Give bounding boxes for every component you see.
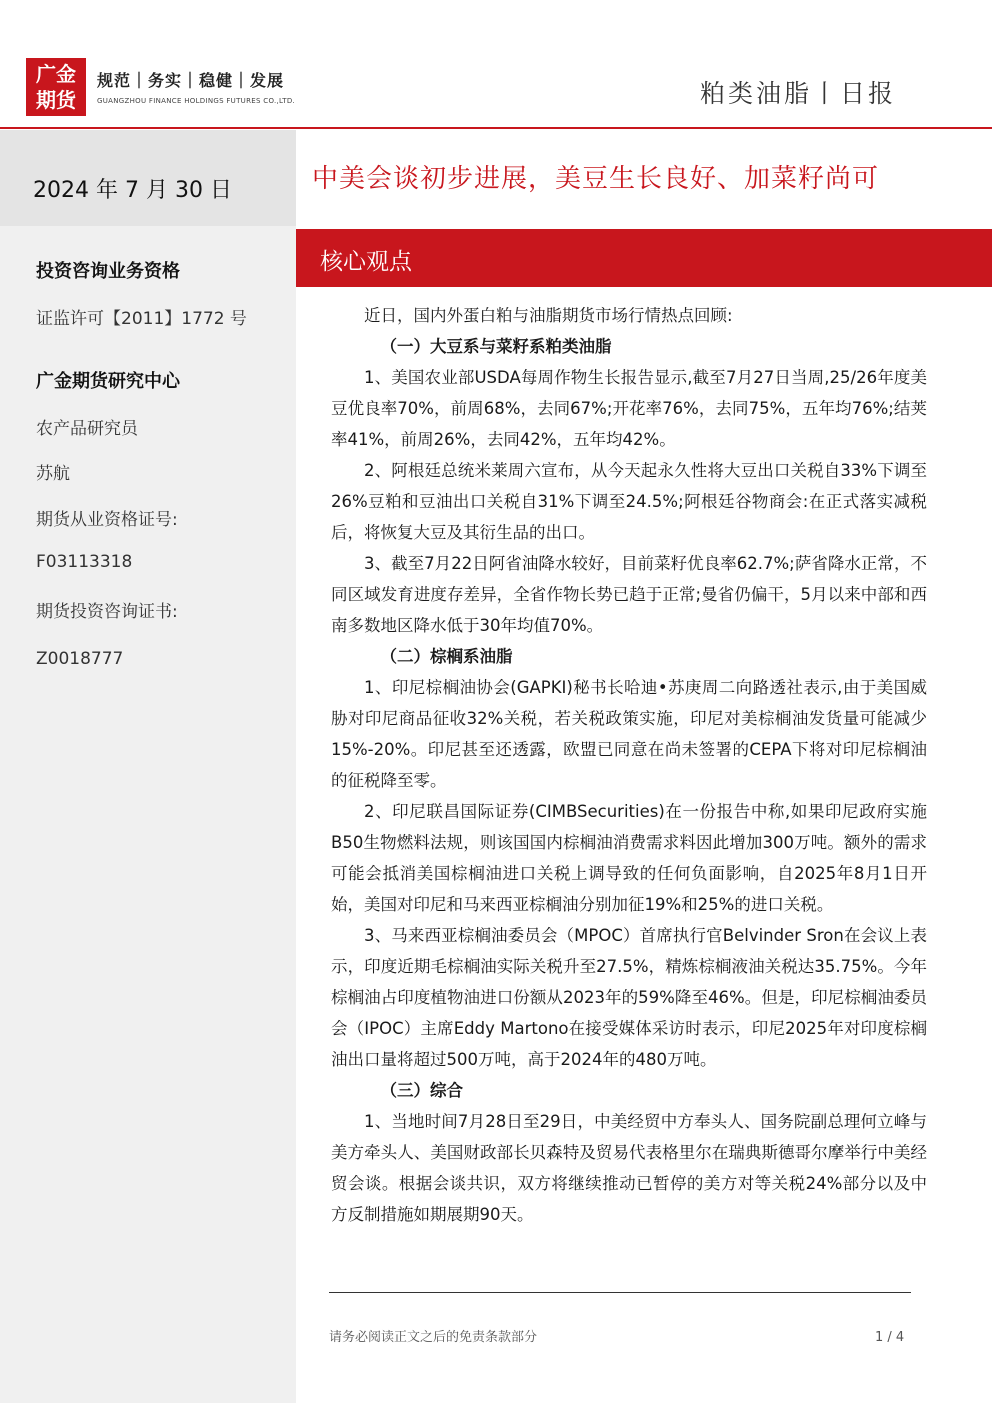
section-heading: （二）棕榈系油脂 [380,647,513,666]
body-paragraph: 2、印尼联昌国际证券(CIMBSecurities)在一份报告中称,如果印尼政府实施B50生物燃料法规，则该国国内棕榈油消费需求料因此增加300万吨。额外的需求可能会抵消美国棕榈油进口关税上调导致的任何负面影响，自2025年8月1日开始，美国对印尼和马来西亚棕榈油分别加征19%和25%的进口关税。 [331,802,927,914]
report-date: 2024 年 7 月 30 日 [33,178,232,203]
page-number: 1 / 4 [875,1330,905,1345]
sidebar [0,130,296,1403]
body-paragraph: 3、截至7月22日阿省油降水较好，目前菜籽优良率62.7%;萨省降水正常，不同区域发育进度存差异，全省作物长势已趋于正常;曼省仍偏干，5月以来中部和西南多数地区降水低于30年均值70%。 [331,554,927,635]
qualification-title: 投资咨询业务资格 [36,261,180,282]
disclaimer-note: 请务必阅读正文之后的免责条款部分 [329,1330,538,1345]
body-paragraph: 近日，国内外蛋白粕与油脂期货市场行情热点回顾: [364,306,733,325]
report-type: 粕类油脂丨日报 [699,79,896,108]
body-paragraph: 1、当地时间7月28日至29日，中美经贸中方奉头人、国务院副总理何立峰与美方牵头人、美国财政部长贝森特及贸易代表格里尔在瑞典斯德哥尔摩举行中美经贸会谈。根据会谈共识，双方将继续推动已暂停的美方对等关税24%部分以及中方反制措施如期展期90天。 [331,1112,927,1224]
page-header [0,0,992,130]
date-box [0,130,296,226]
research-center: 广金期货研究中心 [36,371,180,392]
company-slogan: 规范｜务实｜稳健｜发展 [97,71,285,90]
analyst-name: 苏航 [36,464,70,484]
body-paragraph: 1、印尼棕榈油协会(GAPKI)秘书长哈迪•苏庚周二向路透社表示,由于美国威胁对印尼商品征收32%关税，若关税政策实施，印尼对美棕榈油发货量可能减少15%-20%。印尼甚至还透露，欧盟已同意在尚未签署的CEPA下将对印尼棕榈油的征税降至零。 [331,678,927,790]
analyst-role: 农产品研究员 [36,419,138,439]
company-english-name: GUANGZHOU FINANCE HOLDINGS FUTURES CO.,LTD. [97,97,296,105]
core-view-banner [296,229,992,287]
logo-text-line1: 广金 [36,62,76,86]
section-heading: （三）综合 [380,1081,463,1100]
report-headline: 中美会谈初步进展，美豆生长良好、加菜籽尚可 [312,164,880,194]
futures-cert-label: 期货从业资格证号: [36,510,178,530]
body-paragraph: 2、阿根廷总统米莱周六宣布，从今天起永久性将大豆出口关税自33%下调至26%豆粕和豆油出口关税自31%下调至24.5%;阿根廷谷物商会:在正式落实减税后，将恢复大豆及其衍生品的出口。 [331,461,927,542]
advisory-cert-label: 期货投资咨询证书: [36,602,178,622]
header-divider [0,127,992,129]
body-paragraph: 3、马来西亚棕榈油委员会（MPOC）首席执行官Belvinder Sron在会议上表示，印度近期毛棕榈油实际关税升至27.5%，精炼棕榈液油关税达35.75%。今年棕榈油占印度植物油进口份额从2023年的59%降至46%。但是，印尼棕榈油委员会（IPOC）主席Eddy Martono在接受媒体采访时表示，印尼2025年对印度棕榈油出口量将超过500万吨，高于2024年的480万吨。 [331,926,927,1069]
company-logo [26,58,86,116]
core-view-title: 核心观点 [320,249,412,275]
futures-cert-number: F03113318 [36,552,133,572]
report-body [331,300,927,1230]
license-number: 证监许可【2011】1772 号 [36,309,247,329]
footer-divider [329,1292,911,1293]
advisory-cert-number: Z0018777 [36,649,124,669]
logo-text-line2: 期货 [36,88,76,112]
section-heading: （一）大豆系与菜籽系粕类油脂 [380,337,612,356]
body-paragraph: 1、美国农业部USDA每周作物生长报告显示,截至7月27日当周,25/26年度美豆优良率70%，前周68%，去同67%;开花率76%，去同75%，五年均76%;结荚率41%，前周26%，去同42%，五年均42%。 [331,368,927,449]
